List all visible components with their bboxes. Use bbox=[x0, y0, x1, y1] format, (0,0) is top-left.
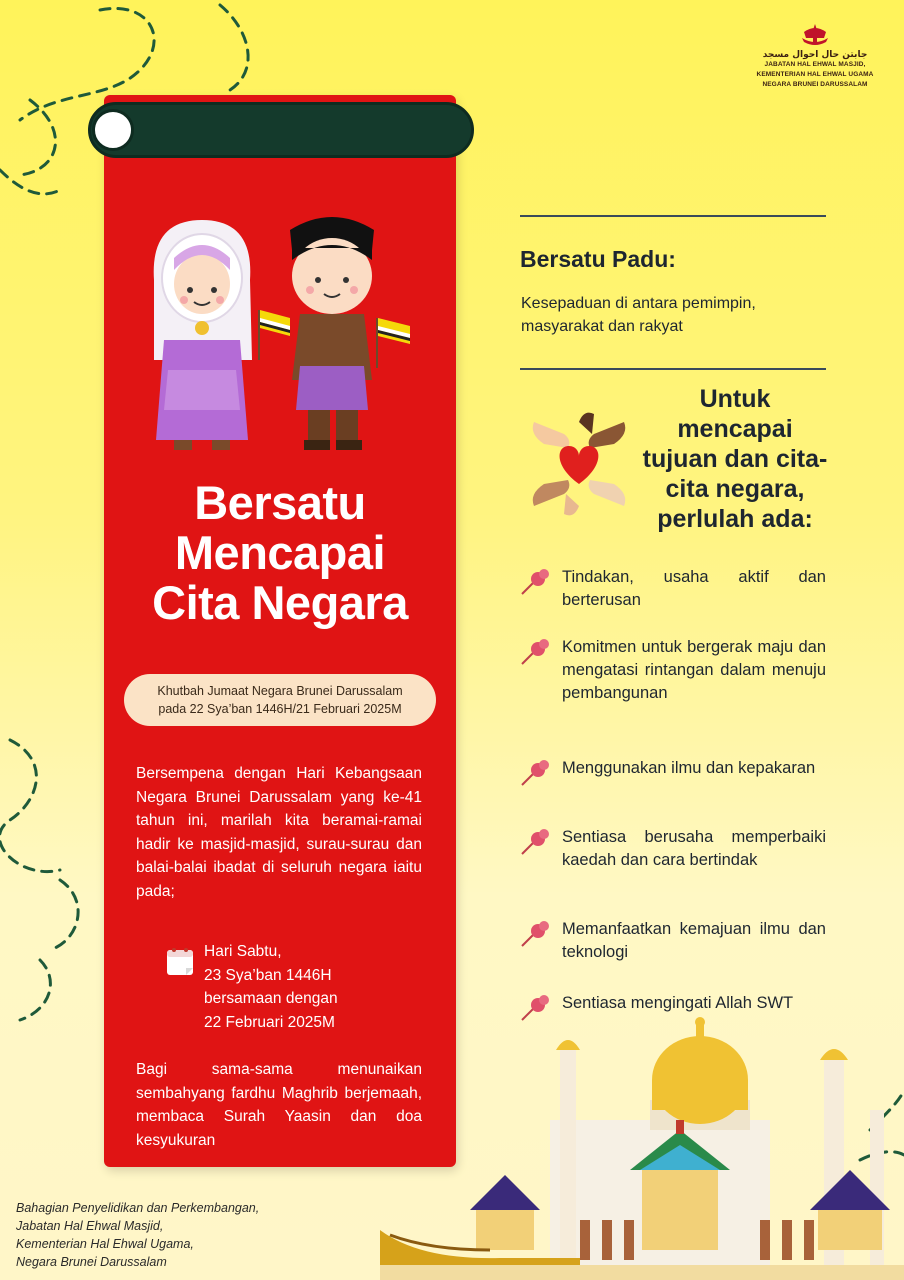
intro-paragraph: Bersempena dengan Hari Kebangsaan Negara Brunei Darussalam yang ke-41 tahun ini, marilah kita beramai-ramai hadir ke masjid-masjid, surau-surau dan balai-balai ibadat di seluruh negara iaitu pada; bbox=[136, 765, 422, 900]
date-line-3: bersamaan dengan bbox=[204, 990, 338, 1007]
mosque-illustration bbox=[380, 1010, 904, 1280]
logo-line-1: JABATAN HAL EHWAL MASJID, bbox=[764, 61, 866, 68]
girl-figure bbox=[154, 220, 252, 450]
pushpin-icon bbox=[520, 568, 552, 596]
logo-line-2: KEMENTERIAN HAL EHWAL UGAMA bbox=[756, 71, 874, 78]
pushpin-icon bbox=[520, 920, 552, 948]
date-line-1: Hari Sabtu, bbox=[204, 943, 282, 960]
title-line-3: Cita Negara bbox=[152, 576, 408, 629]
bersatu-padu-description: Kesepaduan di antara pemimpin, masyarakat dan rakyat bbox=[521, 295, 756, 335]
poster-title bbox=[104, 478, 456, 628]
closing-paragraph: Bagi sama-sama menunaikan sembahyang fardhu Maghrib berjemaah, membaca Surah Yaasin dan doa kesyukuran bbox=[136, 1061, 422, 1149]
scroll-rod-knob bbox=[92, 109, 134, 151]
date-line-4: 22 Februari 2025M bbox=[204, 1013, 335, 1031]
bersatu-padu-heading: Bersatu Padu: bbox=[520, 246, 676, 272]
children-illustration bbox=[140, 210, 430, 460]
crest-icon bbox=[800, 22, 830, 48]
list-item-text: Memanfaatkan kemajuan ilmu dan teknologi bbox=[562, 920, 826, 961]
list-item-text: Sentiasa berusaha memperbaiki kaedah dan cara bertindak bbox=[562, 828, 826, 869]
date-line-2: 23 Sya’ban 1446H bbox=[204, 966, 332, 984]
list-item-text: Menggunakan ilmu dan kepakaran bbox=[562, 759, 816, 777]
hands-heart-icon bbox=[524, 404, 634, 524]
divider-top bbox=[520, 215, 826, 217]
list-item-text: Komitmen untuk bergerak maju dan mengatasi rintangan dalam menuju pembangunan bbox=[562, 638, 826, 702]
untuk-line-1: Untuk bbox=[699, 385, 771, 413]
footer-line-1: Bahagian Penyelidikan dan Perkembangan, bbox=[16, 1201, 260, 1215]
footer-line-3: Kementerian Hal Ehwal Ugama, bbox=[16, 1237, 194, 1251]
footer-line-2: Jabatan Hal Ehwal Masjid, bbox=[16, 1219, 164, 1233]
pushpin-icon bbox=[520, 638, 552, 666]
khutbah-line-2: pada 22 Sya’ban 1446H/21 Februari 2025M bbox=[158, 702, 402, 716]
untuk-line-3: tujuan dan cita- bbox=[642, 445, 828, 473]
khutbah-pill bbox=[124, 674, 436, 726]
footer-line-4: Negara Brunei Darussalam bbox=[16, 1255, 167, 1269]
untuk-line-4: cita negara, bbox=[665, 475, 805, 503]
scroll-rod bbox=[88, 102, 474, 158]
logo-arabic: جابتن حال احوال مسجد bbox=[762, 50, 868, 60]
pushpin-icon bbox=[520, 828, 552, 856]
untuk-line-5: perlulah ada: bbox=[657, 505, 813, 533]
footer-credit bbox=[16, 1199, 336, 1271]
calendar-icon bbox=[166, 946, 194, 976]
list-item-text: Sentiasa mengingati Allah SWT bbox=[562, 994, 794, 1012]
flag-icon bbox=[376, 318, 410, 368]
title-line-2: Mencapai bbox=[174, 526, 386, 579]
title-line-1: Bersatu bbox=[194, 476, 366, 529]
untuk-heading bbox=[630, 384, 840, 534]
divider-middle bbox=[520, 368, 826, 370]
flag-icon bbox=[258, 310, 290, 360]
untuk-line-2: mencapai bbox=[677, 415, 793, 443]
list-item-text: Tindakan, usaha aktif dan berterusan bbox=[562, 568, 826, 609]
ministry-logo bbox=[740, 22, 890, 90]
logo-line-3: NEGARA BRUNEI DARUSSALAM bbox=[762, 81, 868, 88]
khutbah-line-1: Khutbah Jumaat Negara Brunei Darussalam bbox=[157, 684, 403, 698]
boy-figure bbox=[290, 217, 374, 450]
pushpin-icon bbox=[520, 759, 552, 787]
